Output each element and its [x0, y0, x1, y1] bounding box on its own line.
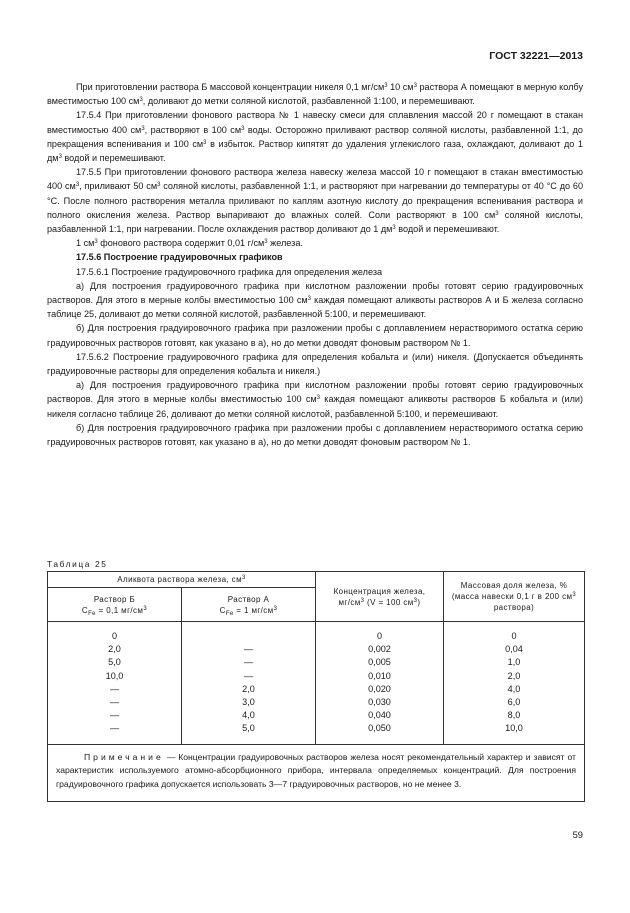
table-cell-value: 0,050 — [368, 723, 391, 734]
paragraph: 1 $см^3$ фонового раствора содержит 0,01 $г/см^3$ железа. — [76, 238, 303, 249]
table-cell-value: — — [243, 644, 254, 655]
table-cell-value: 6,0 — [507, 696, 521, 707]
table-note — [48, 744, 585, 802]
table-cell-value: 0 — [111, 631, 118, 641]
table-cell-value: — — [109, 696, 120, 707]
note-text: — Концентрации градуировочных растворов железа носят рекомендательный характер и зависят от характеристик используемого атомно-абсорбционного прибора, интервала определяемых концентраций. Для построения градуировочного графика допускается использовать 3—7 градуировочных растворов, но не менее 3. — [56, 751, 576, 789]
table-cell-value: 3,0 — [242, 696, 255, 707]
paragraph: При приготовлении раствора Б массовой концентрации никеля 0,1 $мг/см^3$ 10 $см^3$ раствора А помещают в мерную колбу вместимостью 100 $см^3$, доливают до метки соляной кислотой, разбавленной 1:100, и перемешивают. — [47, 82, 583, 107]
table-cell-value: 4,0 — [242, 710, 255, 721]
paragraph: а) Для построения градуировочного графика при кислотном разложении пробы готовят серию градуировочных растворов. Для этого в мерные колбы вместимостью 100 $см^3$ каждая помещают аликвоты растворов А и Б железа согласно таблице 25, доливают до метки соляной кислотой, разбавленной 5:100, и перемешивают. — [47, 280, 583, 320]
table-cell-value: 5,0 — [108, 657, 121, 668]
table-cell-value: 5,0 — [242, 723, 255, 734]
table-cell-value: 2,0 — [242, 683, 255, 694]
table-cell-value: 4,0 — [507, 683, 521, 694]
document-header: ГОСТ 32221—2013 — [489, 50, 583, 62]
header-solution-a: Раствор А $С_{Fe} = 1$ $мг/см^3$ — [182, 588, 316, 622]
paragraph: 17.5.6.2 Построение градуировочного графика для определения кобальта и (или) никеля. (Допускается объединять градуировочные растворы для определения кобальта и никеля.) — [47, 351, 583, 377]
header-aliquot: Аликвота раствора железа, $см^3$ — [48, 572, 316, 588]
table-cell-value: — — [243, 657, 254, 668]
table-cell-value: 2,0 — [507, 670, 521, 681]
table-cell-value: 0,002 — [368, 644, 391, 655]
paragraph: б) Для построения градуировочного графика при разложении пробы с доплавлением нерастворимого остатка серию градуировочных растворов готовят, как указано в а), но до метки доводят фоновым раствором № 1. — [47, 422, 583, 448]
header-solution-b: Раствор Б $С_{Fe} = 0,1$ $мг/см^3$ — [48, 588, 182, 622]
table-cell-value: 0 — [511, 631, 517, 641]
column-mass-fraction — [444, 622, 585, 745]
table-cell-value: — — [243, 670, 254, 681]
table-caption: Таблица 25 — [47, 559, 108, 569]
table-cell-value: 8,0 — [507, 710, 521, 721]
table-cell-value: 0,010 — [368, 670, 391, 681]
table-cell-value: 0,030 — [368, 696, 391, 707]
document-body — [47, 80, 583, 449]
section-heading: 17.5.6 Построение градуировочных графиков — [76, 252, 283, 263]
column-solution-b — [48, 622, 182, 745]
column-solution-a — [182, 622, 316, 745]
table-cell-value — [182, 630, 315, 643]
paragraph: 17.5.4 При приготовлении фонового раствора № 1 навеску смеси для сплавления массой 20 г помещают в стакан вместимостью 400 $см^3$, растворяют в 100 $см^3$ воды. Осторожно приливают раствор соляной кислоты, разбавленной 1:1, до прекращения вспенивания и 100 $см^3$ в избыток. Раствор кипятят до удаления углекислого газа, охлаждают, доливают до 1 $дм^3$ водой и перемешивают. — [47, 110, 583, 164]
page-number: 59 — [572, 829, 583, 840]
header-mass-fraction: Массовая доля железа, % (масса навески 0,1 г в 200 $см^3$ раствора) — [444, 572, 585, 622]
header-concentration: Концентрация железа, $мг/см^3$ (V = 100 $см^3$) — [316, 572, 444, 622]
table-cell-value: 2,0 — [108, 644, 121, 655]
table-cell-value: — — [109, 683, 120, 694]
table-cell-value: 0,020 — [368, 683, 391, 694]
data-table — [47, 571, 585, 802]
table-cell-value: 0,005 — [368, 657, 391, 668]
table-cell-value: 10,0 — [505, 723, 523, 734]
table-cell-value: — — [109, 723, 120, 734]
paragraph: а) Для построения градуировочного графика при кислотном разложении пробы готовят серию градуировочных растворов. Для этого в мерные колбы вместимостью 100 $см^3$ каждая помещают аликвоты растворов Б кобальта и (или) никеля согласно таблице 26, доливают до метки соляной кислотой, разбавленной 5:100, и перемешивают. — [47, 380, 583, 419]
table-cell-value: 0,040 — [368, 710, 391, 721]
table-cell-value: 0,04 — [505, 644, 523, 655]
paragraph: 17.5.6.1 Построение градуировочного графика для определения железа — [76, 266, 383, 277]
paragraph: б) Для построения градуировочного графика при разложении пробы с доплавлением нерастворимого остатка серию градуировочных растворов готовят, как указано в а), но до метки доводят фоновым раствором № 1. — [47, 323, 583, 348]
table-cell-value: — — [109, 710, 120, 721]
table-cell-value: 0 — [376, 631, 383, 641]
table-cell-value: 1,0 — [507, 657, 521, 668]
paragraph: 17.5.5 При приготовлении фонового раствора железа навеску железа массой 10 г помещают в стакан вместимостью 400 $см^3$, приливают 50 $см^3$ соляной кислоты, разбавленной 1:1, и растворяют при нагревании до температуры от 40 °С до 60 °С. После полного растворения металла приливают по каплям азотную кислоту до прекращения вспенивания раствора и полного окисления железа. Раствор выпаривают до влажных солей. Соли растворяют в 100 $см^3$ соляной кислоты, разбавленной 1:1, при нагревании. После охлаждения раствор доливают до 1 $дм^3$ водой и перемешивают. — [47, 167, 584, 235]
table-cell-value: 10,0 — [105, 670, 124, 681]
column-concentration — [316, 622, 444, 745]
note-label: Примечание — [84, 751, 164, 762]
